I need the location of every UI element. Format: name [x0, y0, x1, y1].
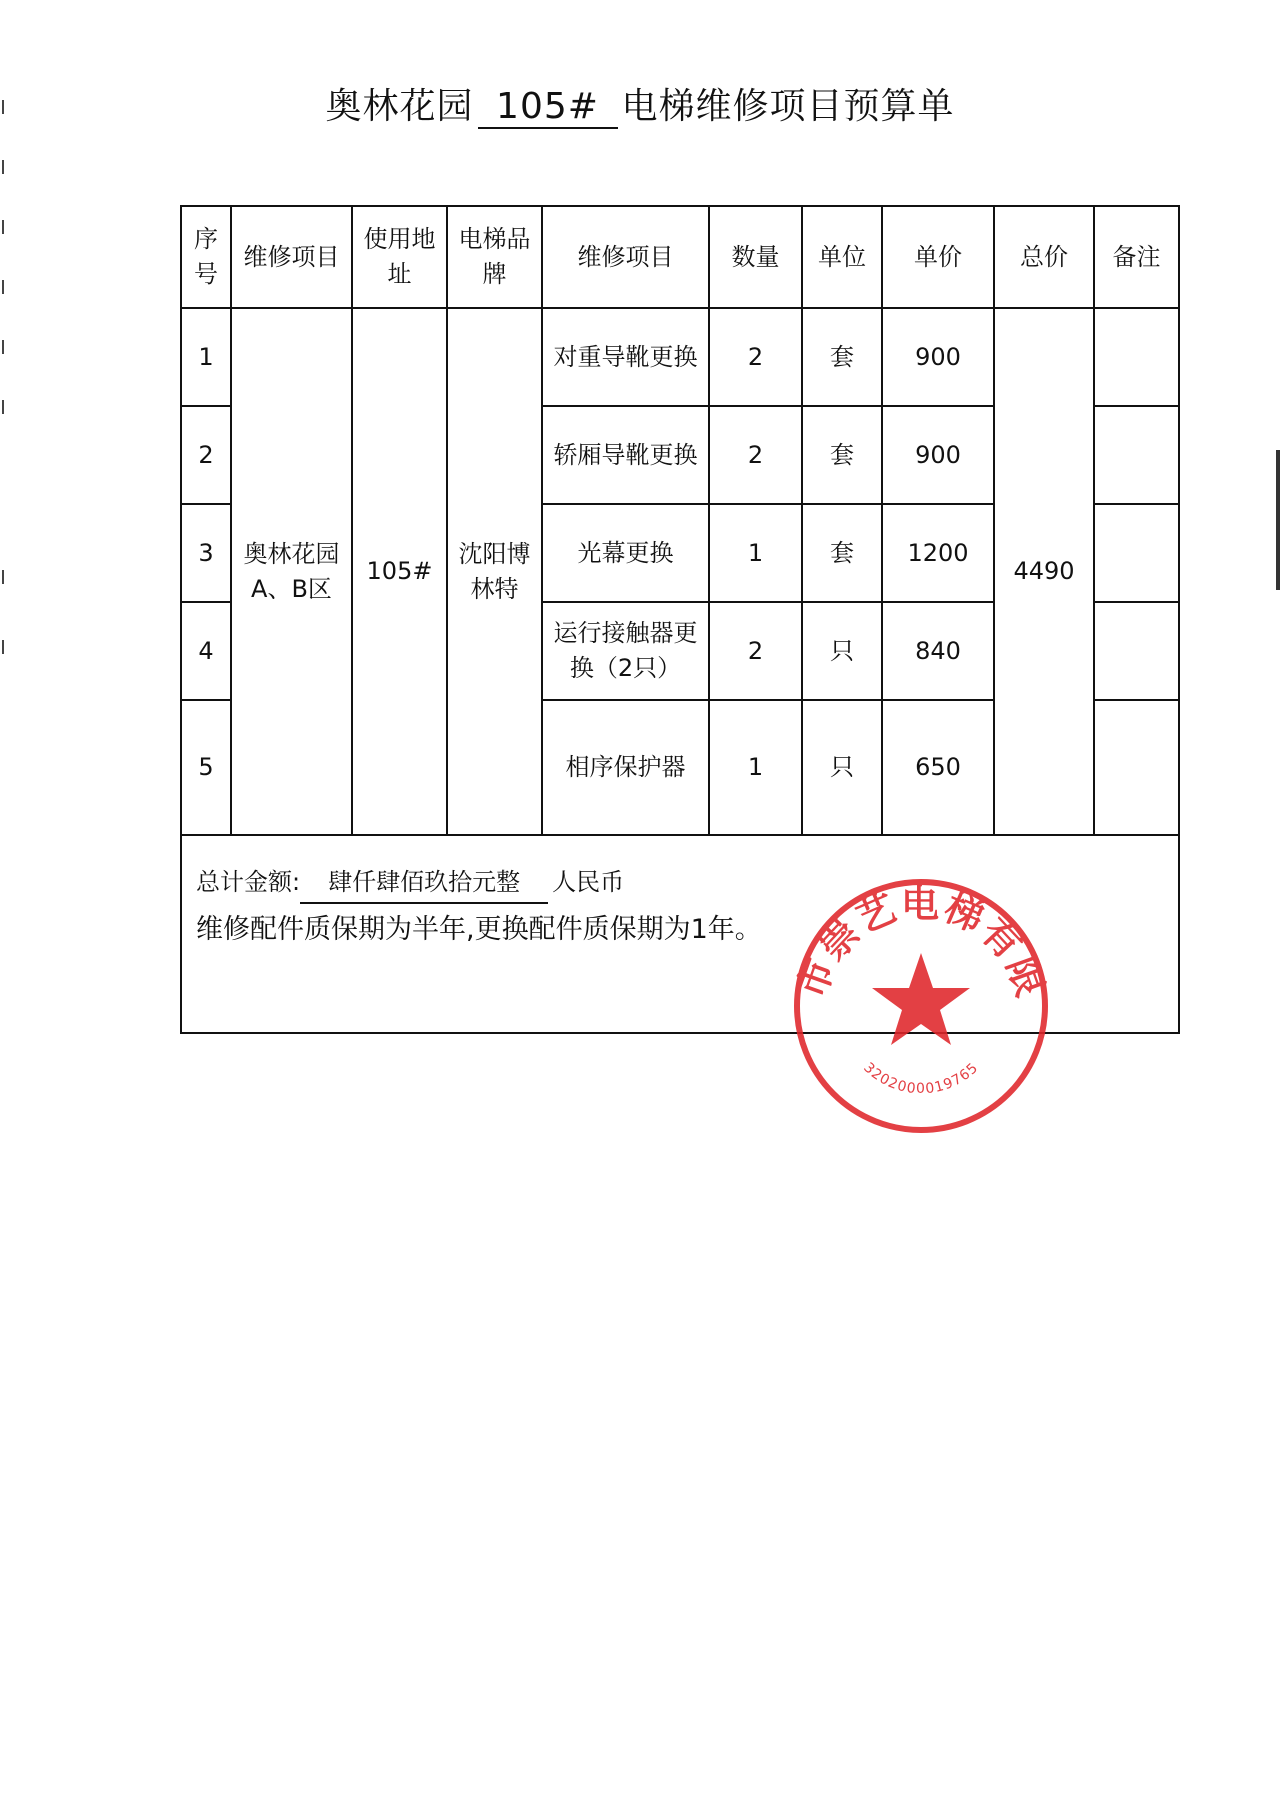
title-prefix: 奥林花园 [325, 86, 474, 127]
row-remark [1094, 700, 1179, 835]
row-item: 相序保护器 [542, 700, 709, 835]
merged-brand: 沈阳博林特 [447, 308, 542, 835]
row-price: 900 [882, 308, 994, 406]
company-seal [790, 875, 1052, 1137]
row-seq: 5 [181, 700, 231, 835]
title-suffix: 电梯维修项目预算单 [621, 86, 955, 127]
row-quantity: 2 [709, 602, 802, 700]
row-unit: 套 [802, 504, 882, 602]
header-unit-price: 单价 [882, 206, 994, 308]
row-price: 840 [882, 602, 994, 700]
row-seq: 1 [181, 308, 231, 406]
row-quantity: 2 [709, 406, 802, 504]
merged-address: 105# [352, 308, 447, 835]
seal-graphic [790, 875, 1052, 1137]
header-quantity: 数量 [709, 206, 802, 308]
header-brand: 电梯品牌 [447, 206, 542, 308]
warranty-note: 维修配件质保期为半年,更换配件质保期为1年。 [196, 914, 762, 945]
row-item: 光幕更换 [542, 504, 709, 602]
row-remark [1094, 406, 1179, 504]
row-remark [1094, 602, 1179, 700]
total-amount: 肆仟肆佰玖拾元整 [300, 862, 548, 904]
row-price: 1200 [882, 504, 994, 602]
seal-star [872, 953, 970, 1045]
row-unit: 只 [802, 602, 882, 700]
row-quantity: 2 [709, 308, 802, 406]
header-project: 维修项目 [231, 206, 352, 308]
table-header-row [181, 206, 1179, 308]
title-fill-blank: 105# [478, 86, 618, 129]
row-item: 运行接触器更换（2只） [542, 602, 709, 700]
table-row [181, 308, 1179, 406]
seal-company-text: 市崇艺电梯有限 [790, 881, 1052, 1004]
left-margin-marks [0, 100, 14, 660]
row-price: 650 [882, 700, 994, 835]
header-address: 使用地址 [352, 206, 447, 308]
seal-number-text: 3202000019765 [860, 1059, 982, 1098]
header-total-price: 总价 [994, 206, 1094, 308]
header-repair-item: 维修项目 [542, 206, 709, 308]
right-edge-mark [1276, 450, 1280, 590]
row-price: 900 [882, 406, 994, 504]
total-currency: 人民币 [552, 868, 625, 896]
row-remark [1094, 308, 1179, 406]
row-seq: 2 [181, 406, 231, 504]
row-remark [1094, 504, 1179, 602]
row-item: 对重导靴更换 [542, 308, 709, 406]
merged-total-price: 4490 [994, 308, 1094, 835]
row-quantity: 1 [709, 700, 802, 835]
merged-project: 奥林花园 A、B区 [231, 308, 352, 835]
row-item: 轿厢导靴更换 [542, 406, 709, 504]
row-unit: 套 [802, 406, 882, 504]
row-seq: 3 [181, 504, 231, 602]
total-label: 总计金额: [196, 868, 301, 896]
row-quantity: 1 [709, 504, 802, 602]
page-title [0, 78, 1280, 129]
header-seq: 序号 [181, 206, 231, 308]
row-unit: 套 [802, 308, 882, 406]
row-unit: 只 [802, 700, 882, 835]
header-remark: 备注 [1094, 206, 1179, 308]
header-unit: 单位 [802, 206, 882, 308]
row-seq: 4 [181, 602, 231, 700]
